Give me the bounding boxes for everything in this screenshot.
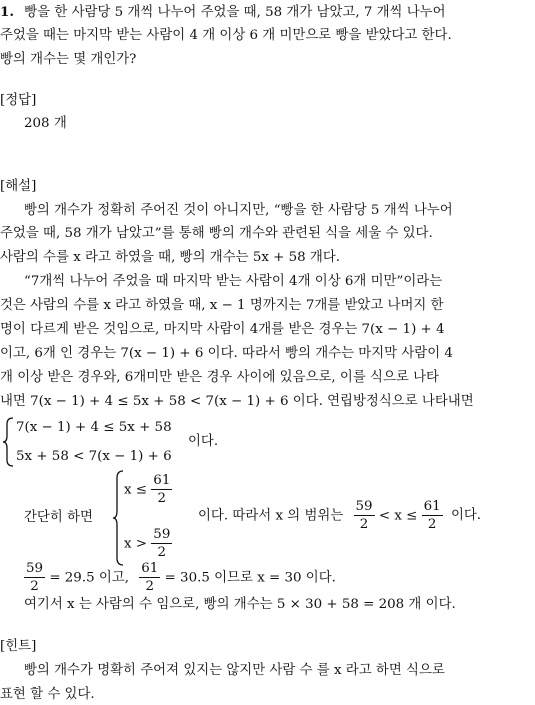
range-text: 이다. 따라서 x 의 범위는 xyxy=(198,508,344,524)
problem-text-1: 빵을 한 사람당 5 개씩 나누어 주었을 때, 58 개가 남았고, 7 개씩 나누어 xyxy=(24,5,446,20)
fraction-61-over-2 xyxy=(422,500,443,532)
explanation-p2-line-2: 것은 사람의 수를 x 라고 하였을 때, x − 1 명까지는 7개를 받았고 나머지 한 xyxy=(0,298,444,313)
problem-number: 1. xyxy=(0,4,14,20)
problem-line-1 xyxy=(0,2,446,23)
fraction-59-over-2 xyxy=(354,500,375,532)
fraction-61-over-2 xyxy=(139,562,160,594)
range-end: 이다. xyxy=(450,508,482,524)
hint-line-1: 빵의 개수가 명확히 주어져 있지는 않지만 사람 수 를 x 라고 하면 식으로 xyxy=(24,663,445,678)
problem-line-2: 주었을 때는 마지막 받는 사람이 4 개 이상 6 개 미만으로 빵을 받았다고 한다. xyxy=(0,28,452,43)
fraction-denominator: 2 xyxy=(157,491,167,507)
fraction-denominator: 2 xyxy=(427,517,437,533)
system-1-after: 이다. xyxy=(188,434,219,449)
explanation-p1-line-1: 빵의 개수가 정확히 주어진 것이 아니지만, “빵을 한 사람당 5 개씩 나누어 xyxy=(24,203,453,218)
fraction-denominator: 2 xyxy=(145,579,155,595)
range-statement xyxy=(198,500,481,532)
system-1-eq-1: 7(x − 1) + 4 ≤ 5x + 58 xyxy=(16,420,172,435)
fraction-59-over-2 xyxy=(24,562,45,594)
explanation-p2-line-5: 개 이상 받은 경우와, 6개미만 받은 경우 사이에 있음으로, 이를 식으로 나타 xyxy=(0,370,439,385)
final-statement: 여기서 x 는 사람의 수 임으로, 빵의 개수는 5 × 30 + 58 = 208 개 이다. xyxy=(24,597,456,612)
explanation-label: [해설] xyxy=(0,179,37,194)
fraction-denominator: 2 xyxy=(359,517,369,533)
hint-line-2: 표현 할 수 있다. xyxy=(0,687,95,702)
system-2-eq-2-lhs: x > xyxy=(124,536,148,552)
fraction-59-over-2 xyxy=(151,528,172,560)
system-2-eq-2 xyxy=(124,528,172,560)
system-1-eq-2: 5x + 58 < 7(x − 1) + 6 xyxy=(16,449,172,464)
fraction-numerator: 61 xyxy=(422,500,443,516)
fraction-numerator: 61 xyxy=(151,474,172,490)
system-2-eq-1 xyxy=(124,474,172,506)
problem-line-3: 빵의 개수는 몇 개인가? xyxy=(0,52,137,67)
explanation-p2-line-1: “7개씩 나누어 주었을 때 마지막 받는 사람이 4개 이상 6개 미만”이라는 xyxy=(24,274,443,289)
fraction-numerator: 59 xyxy=(354,500,375,516)
explanation-p2-line-6: 내면 7(x − 1) + 4 ≤ 5x + 58 < 7(x − 1) + 6 이다. 연립방정식으로 나타내면 xyxy=(0,394,474,409)
explanation-p2-line-3: 명이 다르게 받은 것임으로, 마지막 사람이 4개를 받은 경우는 7(x − 1) + 4 xyxy=(0,322,445,337)
fraction-denominator: 2 xyxy=(30,579,39,595)
calc-eq-1: = 29.5 이고, xyxy=(49,570,129,586)
fraction-61-over-2 xyxy=(151,474,172,506)
explanation-p1-line-2: 주었을 때, 58 개가 남았고”를 통해 빵의 개수와 관련된 식을 세울 수 있다. xyxy=(0,226,433,241)
fraction-denominator: 2 xyxy=(157,545,167,561)
hint-label: [힌트] xyxy=(0,639,37,654)
system-2-eq-1-lhs: x ≤ xyxy=(124,482,148,498)
fraction-numerator: 59 xyxy=(151,528,172,544)
answer-label: [정답] xyxy=(0,93,37,108)
explanation-p2-line-4: 이고, 6개 인 경우는 7(x − 1) + 6 이다. 따라서 빵의 개수는 마지막 사람이 4 xyxy=(0,346,453,361)
simplify-label: 간단히 하면 xyxy=(24,510,93,525)
system-2-brace xyxy=(112,470,124,566)
calc-eq-2: = 30.5 이므로 x = 30 이다. xyxy=(164,570,336,586)
range-mid: < x ≤ xyxy=(378,508,418,524)
fraction-numerator: 61 xyxy=(139,562,160,578)
explanation-p1-line-3: 사람의 수를 x 라고 하였을 때, 빵의 개수는 5x + 58 개다. xyxy=(0,250,341,265)
fraction-numerator: 59 xyxy=(24,562,45,578)
calculation-line xyxy=(24,562,336,594)
system-1-brace xyxy=(2,417,14,467)
answer-value: 208 개 xyxy=(24,116,67,131)
